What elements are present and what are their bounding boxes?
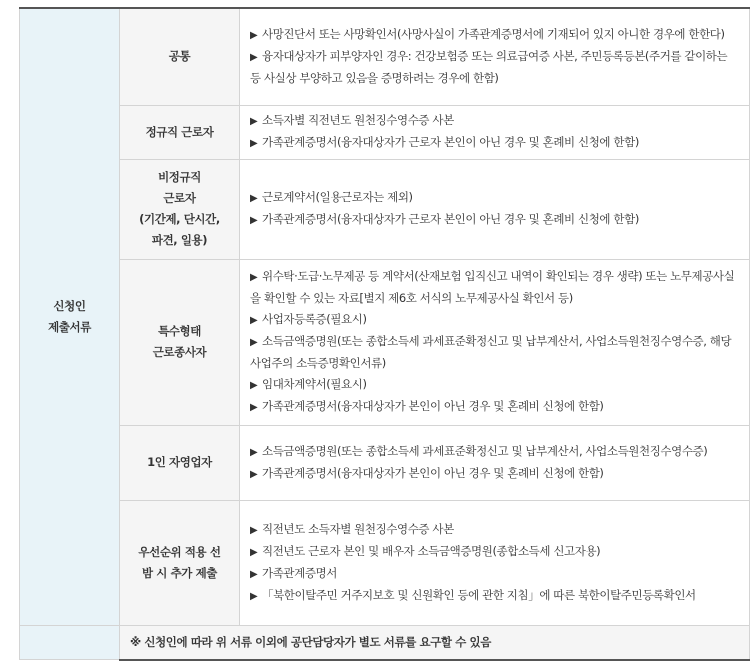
table-row [20, 259, 750, 425]
bullet-triangle-icon: ▶ [250, 380, 258, 391]
bullet-triangle-icon: ▶ [250, 116, 258, 127]
category-cell [120, 259, 240, 425]
table-row [20, 425, 750, 500]
bullet-triangle-icon: ▶ [250, 337, 258, 348]
list-item [250, 463, 741, 485]
documents-cell [240, 259, 750, 425]
category-label: 정규직 근로자 [145, 124, 214, 139]
list-item [250, 209, 741, 231]
footnote-spacer-cell [20, 625, 120, 660]
list-item [250, 585, 741, 607]
list-item [250, 110, 741, 132]
documents-cell [240, 105, 750, 159]
list-item [250, 132, 741, 154]
bullet-triangle-icon: ▶ [250, 590, 258, 602]
documents-cell [240, 8, 750, 105]
category-cell [120, 8, 240, 105]
list-item [250, 374, 741, 396]
bullet-triangle-icon: ▶ [250, 52, 258, 64]
documents-cell [240, 159, 750, 259]
list-item-text: 「북한이탈주민 거주지보호 및 신원확인 등에 관한 지침」에 따른 북한이탈주민등록확인서 [262, 587, 696, 602]
bullet-triangle-icon: ▶ [250, 30, 258, 42]
table-row [20, 8, 750, 105]
bullet-triangle-icon: ▶ [250, 468, 258, 480]
list-item [250, 563, 741, 585]
bullet-triangle-icon: ▶ [250, 524, 258, 536]
list-item-text: 가족관계증명서(융자대상자가 본인이 아닌 경우 및 혼례비 신청에 한함) [262, 399, 604, 413]
group-label-cell [20, 8, 120, 625]
category-label: 1인 자영업자 [147, 455, 212, 469]
bullet-triangle-icon: ▶ [250, 315, 258, 326]
list-item [250, 541, 741, 563]
bullet-triangle-icon: ▶ [250, 568, 258, 580]
bullet-triangle-icon: ▶ [250, 215, 258, 226]
category-label: 우선순위 적용 선 밤 시 추가 제출 [138, 544, 221, 580]
table-row [20, 159, 750, 259]
category-cell [120, 105, 240, 159]
list-item-text: 가족관계증명서(융자대상자가 근로자 본인이 아닌 경우 및 혼례비 신청에 한함) [262, 212, 639, 226]
category-cell [120, 500, 240, 625]
list-item [250, 309, 741, 331]
list-item-text: 직전년도 소득자별 원천징수영수증 사본 [262, 521, 454, 536]
bullet-triangle-icon: ▶ [250, 138, 258, 149]
list-item-text: 직전년도 근로자 본인 및 배우자 소득금액증명원(종합소득세 신고자용) [262, 543, 601, 558]
table-row [20, 500, 750, 625]
category-label: 특수형태 근로종사자 [152, 324, 207, 359]
bullet-triangle-icon: ▶ [250, 193, 258, 204]
list-item-text: 가족관계증명서(융자대상자가 근로자 본인이 아닌 경우 및 혼례비 신청에 한함) [262, 135, 639, 149]
list-item-text: 임대차계약서(필요시) [262, 377, 367, 391]
list-item [250, 266, 741, 309]
bullet-triangle-icon: ▶ [250, 546, 258, 558]
documents-cell [240, 425, 750, 500]
bullet-triangle-icon: ▶ [250, 402, 258, 413]
list-item-text: 소득금액증명원(또는 종합소득세 과세표준확정신고 및 납부계산서, 사업소득원천징수영수증) [262, 443, 708, 458]
bullet-triangle-icon: ▶ [250, 272, 258, 283]
list-item [250, 519, 741, 541]
list-item-text: 사업자등록증(필요시) [262, 312, 367, 326]
list-item-text: 사망진단서 또는 사망확인서(사망사실이 가족관계증명서에 기재되어 있지 아니한 경우에 한한다) [262, 27, 725, 42]
list-item [250, 24, 741, 46]
list-item-text: 융자대상자가 피부양자인 경우: 건강보험증 또는 의료급여증 사본, 주민등록등본(주거를 같이하는 등 사실상 부양하고 있음을 증명하려는 경우에 한함) [250, 49, 728, 86]
category-cell [120, 425, 240, 500]
list-item [250, 46, 741, 89]
documents-cell [240, 500, 750, 625]
list-item [250, 441, 741, 463]
required-documents-table [19, 7, 750, 661]
list-item [250, 331, 741, 374]
list-item [250, 396, 741, 418]
list-item-text: 가족관계증명서 [262, 565, 337, 580]
list-item-text: 소득자별 직전년도 원천징수영수증 사본 [262, 113, 454, 127]
group-label-line2: 제출서류 [48, 319, 91, 334]
list-item [250, 187, 741, 209]
bullet-triangle-icon: ▶ [250, 446, 258, 458]
category-cell [120, 159, 240, 259]
table-row [20, 105, 750, 159]
category-label: 비정규직 근로자 (기간제, 단시간, 파견, 일용) [139, 170, 220, 247]
footnote-row [20, 625, 750, 660]
list-item-text: 소득금액증명원(또는 종합소득세 과세표준확정신고 및 납부계산서, 사업소득원천징수영수증, 해당 사업주의 소득증명확인서류) [250, 334, 732, 370]
list-item-text: 근로계약서(일용근로자는 제외) [262, 190, 413, 204]
list-item-text: 위수탁·도급·노무제공 등 계약서(산재보험 입직신고 내역이 확인되는 경우 생략) 또는 노무제공사실을 확인할 수 있는 자료[별지 제6호 서식의 노무제공사실 확인서 등) [250, 269, 735, 305]
footnote: ※ 신청인에 따라 위 서류 이외에 공단담당자가 별도 서류를 요구할 수 있음 [120, 625, 750, 660]
group-label-line1: 신청인 [53, 298, 86, 313]
list-item-text: 가족관계증명서(융자대상자가 본인이 아닌 경우 및 혼례비 신청에 한함) [262, 465, 604, 480]
category-label: 공통 [168, 49, 191, 64]
